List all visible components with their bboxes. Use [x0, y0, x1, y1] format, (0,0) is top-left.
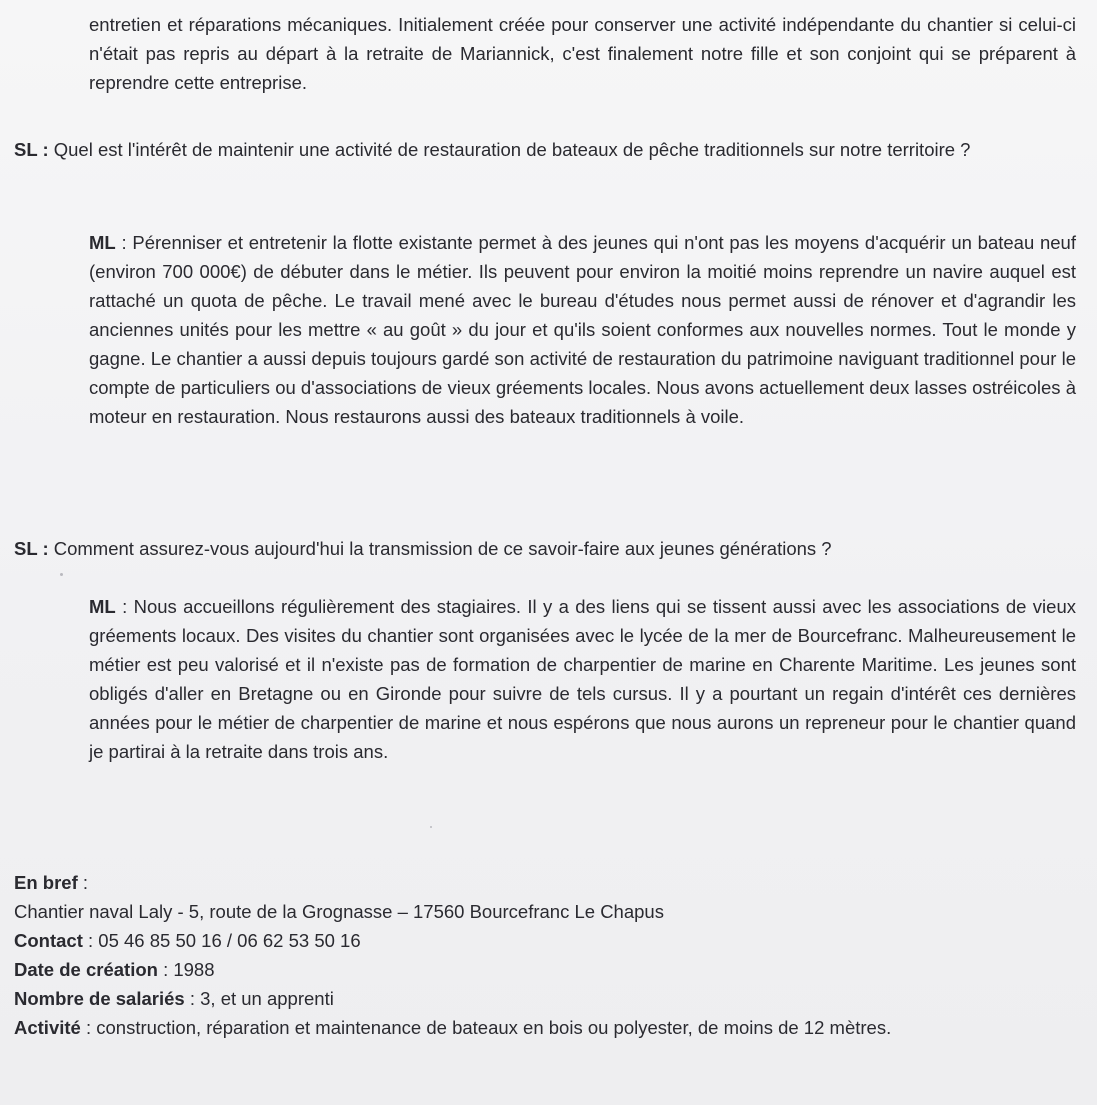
answer-1-text: : Pérenniser et entretenir la flotte existante permet à des jeunes qui n'ont pas les moyens d'acquérir un bateau neuf (environ 700 000€) de débuter dans le métier. Ils peuvent pour environ la moitié moins reprendre un navire auquel est rattaché un quota de pêche. Le travail mené avec le bureau d'études nous permet aussi de rénover et d'agrandir les anciennes unités pour les mettre « au goût » du jour et qu'ils soient conformes aux nouvelles normes. Tout le monde y gagne. Le chantier a aussi depuis toujours gardé son activité de restauration du patrimoine naviguant traditionnel pour le compte de particuliers ou d'associations de vieux gréements locales. Nous avons actuellement deux lasses ostréicoles à moteur en restauration. Nous restaurons aussi des bateaux traditionnels à voile. [89, 232, 1076, 427]
brief-section [14, 868, 1078, 1042]
scan-speck [60, 573, 63, 576]
brief-address: Chantier naval Laly - 5, route de la Grognasse – 17560 Bourcefranc Le Chapus [14, 901, 664, 922]
question-2 [14, 534, 1078, 563]
brief-activity: Activité : construction, réparation et maintenance de bateaux en bois ou polyester, de moins de 12 mètres. [14, 1017, 892, 1038]
question-2-text: Comment assurez-vous aujourd'hui la transmission de ce savoir-faire aux jeunes générations ? [48, 538, 832, 559]
question-1-speaker: SL : [14, 139, 49, 160]
question-2-speaker: SL : [14, 538, 49, 559]
brief-heading: En bref [14, 872, 78, 893]
paragraph-continuation [89, 10, 1076, 97]
brief-date: Date de création : 1988 [14, 959, 215, 980]
answer-1 [89, 228, 1076, 431]
scan-speck [430, 826, 432, 828]
brief-contact: Contact : 05 46 85 50 16 / 06 62 53 50 16 [14, 930, 361, 951]
answer-2 [89, 592, 1076, 766]
question-1 [14, 135, 1078, 164]
answer-2-text: : Nous accueillons régulièrement des stagiaires. Il y a des liens qui se tissent aussi avec les associations de vieux gréements locaux. Des visites du chantier sont organisées avec le lycée de la mer de Bourcefranc. Malheureusement le métier est peu valorisé et il n'existe pas de formation de charpentier de marine en Charente Maritime. Les jeunes sont obligés d'aller en Bretagne ou en Gironde pour suivre de tels cursus. Il y a pourtant un regain d'intérêt ces dernières années pour le métier de charpentier de marine et nous espérons que nous aurons un repreneur pour le chantier quand je partirai à la retraite dans trois ans. [89, 596, 1076, 762]
brief-heading-line: En bref : [14, 872, 89, 893]
question-1-text: Quel est l'intérêt de maintenir une activité de restauration de bateaux de pêche traditionnels sur notre territoire ? [48, 139, 971, 160]
brief-staff: Nombre de salariés : 3, et un apprenti [14, 988, 334, 1009]
answer-2-speaker: ML [89, 596, 116, 617]
answer-1-speaker: ML [89, 232, 116, 253]
paragraph-continuation-text: entretien et réparations mécaniques. Initialement créée pour conserver une activité indépendante du chantier si celui-ci n'était pas repris au départ à la retraite de Mariannick, c'est finalement notre fille et son conjoint qui se préparent à reprendre cette entreprise. [89, 14, 1076, 93]
